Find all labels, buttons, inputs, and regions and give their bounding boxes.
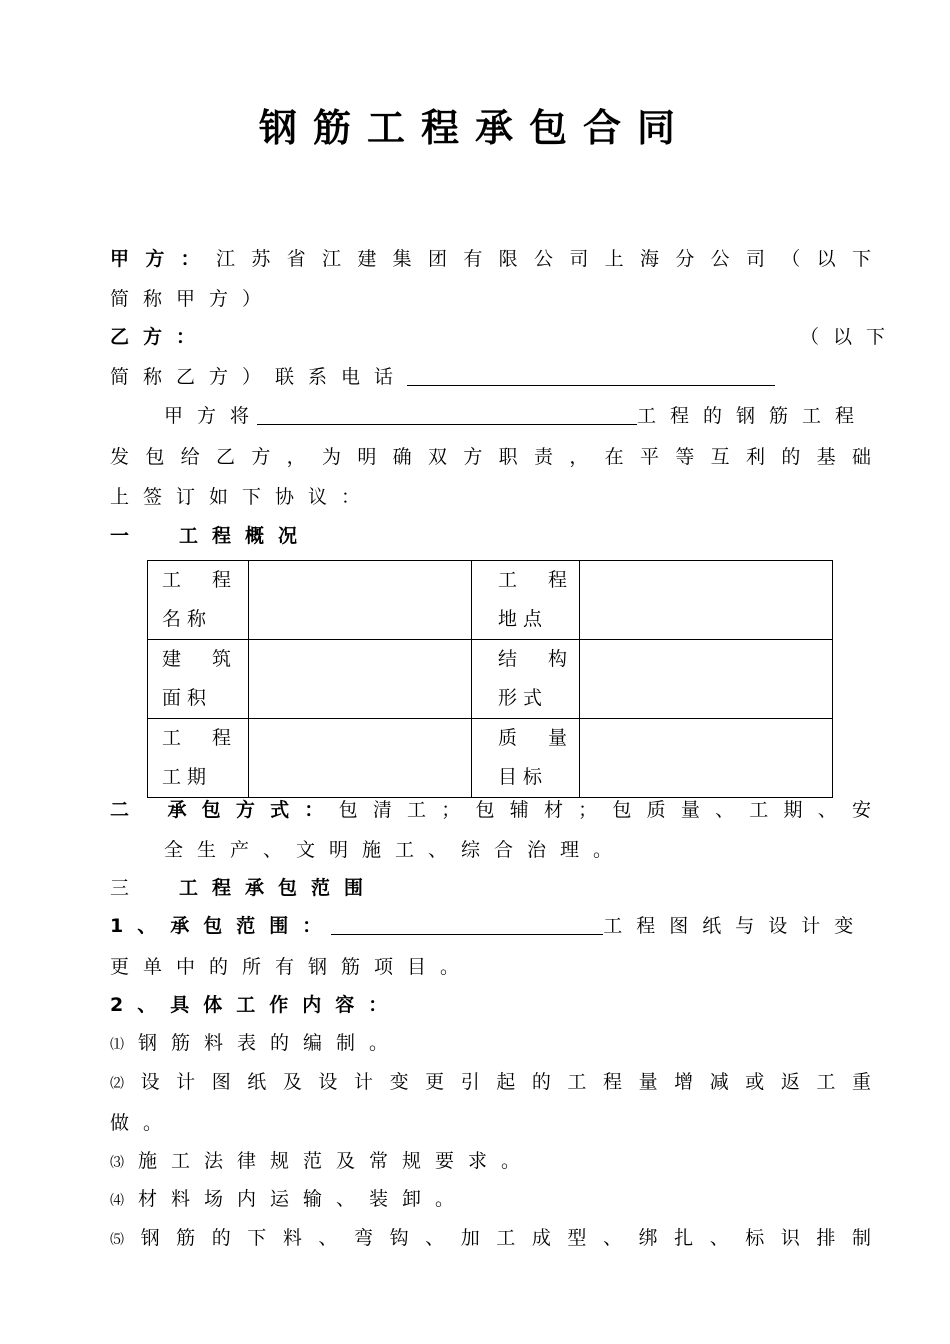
project-name-field[interactable] — [249, 561, 472, 640]
work-item-cont: 做。 — [110, 1112, 177, 1134]
party-b-tail: （以下 — [799, 326, 899, 348]
item-1-line-2: 更单中的所有钢筋项目。 — [110, 956, 474, 978]
intro-line-3: 上签订如下协议： — [110, 486, 375, 508]
work-item: ⑷材料场内运输、装卸。 — [110, 1188, 469, 1210]
table-cell-label: 工 程 名称 — [148, 561, 249, 640]
party-a-label: 甲方： — [110, 248, 216, 270]
intro-lead: 甲方将 — [164, 405, 264, 427]
party-a-line-2: 简称甲方） — [110, 288, 276, 310]
building-area-field[interactable] — [249, 640, 472, 719]
section-2-line — [110, 791, 885, 830]
section-1-title: 工程概况 — [179, 525, 312, 547]
party-b-label: 乙方： — [110, 326, 210, 348]
table-row — [148, 719, 833, 798]
work-item: ⑶施工法律规范及常规要求。 — [110, 1150, 535, 1172]
party-b-line-2 — [110, 358, 885, 397]
section-3-heading — [110, 869, 885, 908]
intro-after: 工程的钢筋工程 — [637, 405, 869, 427]
section-2-line-2: 全生产、文明施工、综合治理。 — [164, 839, 627, 861]
structure-type-field[interactable] — [580, 640, 833, 719]
intro-line-2: 发包给乙方，为明确双方职责，在平等互利的基础 — [110, 446, 885, 468]
project-location-field[interactable] — [580, 561, 833, 640]
table-cell-label: 工 程 地点 — [472, 561, 580, 640]
phone-blank[interactable] — [407, 365, 775, 386]
project-duration-field[interactable] — [249, 719, 472, 798]
item-2-heading: 2、具体工作内容： — [110, 994, 402, 1016]
section-2-num: 二 — [110, 799, 145, 821]
table-cell-label: 工 程 工期 — [148, 719, 249, 798]
scope-blank[interactable] — [331, 914, 603, 935]
section-2-text: 包清工；包辅材；包质量、工期、安 — [338, 799, 885, 821]
table-cell-label: 建 筑 面积 — [148, 640, 249, 719]
party-b-line — [110, 318, 899, 357]
work-item: ⑵设计图纸及设计变更引起的工程量增减或返工重 — [110, 1071, 885, 1093]
section-1-num: 一 — [110, 525, 144, 547]
table-cell-label: 结 构 形式 — [472, 640, 580, 719]
party-a-line — [110, 240, 885, 279]
quality-target-field[interactable] — [580, 719, 833, 798]
project-overview-table — [147, 560, 833, 798]
section-3-title: 工程承包范围 — [179, 877, 378, 899]
item-1-label: 1、承包范围： — [110, 915, 336, 937]
table-cell-label: 质 量 目标 — [472, 719, 580, 798]
table-row — [148, 640, 833, 719]
item-1-line — [110, 907, 885, 946]
intro-line-1 — [110, 397, 885, 436]
document-title: 钢筋工程承包合同 — [258, 106, 691, 150]
section-2-title: 承包方式： — [166, 799, 339, 821]
party-b-cont: 简称乙方）联系电话 — [110, 366, 408, 388]
section-1-heading — [110, 517, 885, 556]
table-row — [148, 561, 833, 640]
section-3-num: 三 — [110, 877, 144, 899]
party-a-text: 江苏省江建集团有限公司上海分公司（以下 — [216, 248, 885, 270]
item-1-after: 工程图纸与设计变 — [603, 915, 868, 937]
work-item: ⑴钢筋料表的编制。 — [110, 1032, 403, 1054]
project-name-blank[interactable] — [257, 404, 637, 425]
work-item: ⑸钢筋的下料、弯钩、加工成型、绑扎、标识排制 — [110, 1227, 885, 1249]
